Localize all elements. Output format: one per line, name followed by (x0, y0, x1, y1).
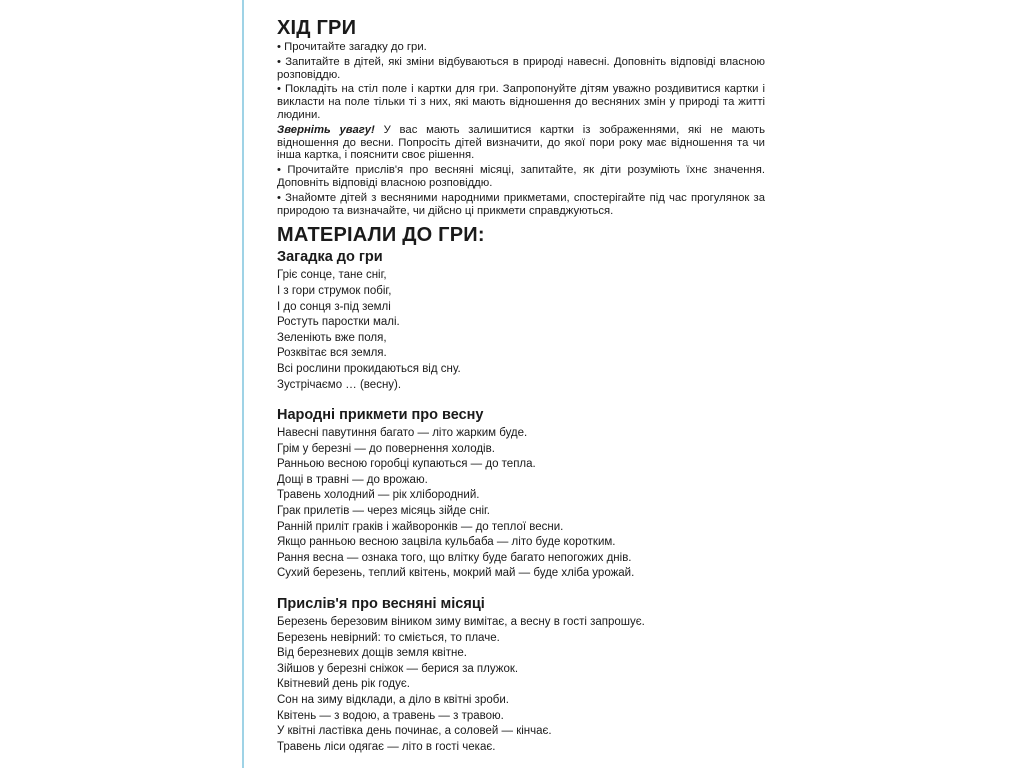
materials-title: МАТЕРІАЛИ ДО ГРИ: (277, 224, 485, 247)
folk-sign-line: Грім у березні — до повернення холодів. (277, 442, 495, 455)
riddle-line: Всі рослини прокидаються від сну. (277, 362, 461, 375)
proverb-line: У квітні ластівка день починає, а соловей — кінчає. (277, 725, 552, 738)
proverb-line: Квітневий день рік годує. (277, 678, 410, 691)
attention-note (277, 124, 765, 162)
folk-sign-line: Травень холодний — рік хлібородний. (277, 489, 480, 502)
instruction-bullet-3: • Покладіть на стіл поле і картки для гри. Запропонуйте дітям уважно роздивитися картки і викласти на поле тільки ті з них, які мають відношення до весняних змін у природі та житті людини. (277, 83, 765, 121)
folk-sign-line: Дощі в травні — до врожаю. (277, 473, 428, 486)
riddle-line: Розквітає вся земля. (277, 347, 387, 360)
instruction-bullet-2: • Запитайте в дітей, які зміни відбуваються в природі навесні. Доповніть відповіді власною розповіддю. (277, 55, 765, 81)
folk-sign-line: Грак прилетів — через місяць зійде сніг. (277, 505, 490, 518)
game-process-title: ХІД ГРИ (277, 17, 357, 39)
riddle-lines (277, 268, 765, 393)
riddle-line: Гріє сонце, тане сніг, (277, 269, 387, 282)
document-content (277, 16, 765, 755)
proverb-line: Зійшов у березні сніжок — берися за плужок. (277, 662, 519, 675)
riddle-line: І з гори струмок побіг, (277, 284, 392, 297)
instruction-bullet-1: • Прочитайте загадку до гри. (277, 41, 427, 53)
instruction-bullet-5: • Знайомте дітей з весняними народними прикметами, спостерігайте під час прогулянок за природою та визначайте, чи дійсно ці прикмети справджуються. (277, 191, 765, 217)
proverb-line: Березень невірний: то сміється, то плаче. (277, 631, 500, 644)
folk-signs-lines (277, 426, 765, 582)
riddle-line: Зустрічаємо … (весну). (277, 378, 402, 391)
riddle-title: Загадка до гри (277, 249, 383, 266)
folk-sign-line: Ранній приліт граків і жайворонків — до теплої весни. (277, 520, 564, 533)
proverb-line: Квітень — з водою, а травень — з травою. (277, 709, 504, 722)
proverb-line: Березень березовим віником зиму вимітає, а весну в гості запрошує. (277, 616, 645, 629)
proverb-line: Травень ліси одягає — літо в гості чекає. (277, 740, 496, 753)
folk-sign-line: Ранньою весною горобці купаються — до тепла. (277, 458, 536, 471)
attention-note-emphasis: Зверніть увагу! (277, 123, 375, 136)
proverbs-lines (277, 615, 765, 755)
riddle-line: Ростуть паростки малі. (277, 316, 400, 329)
folk-sign-line: Якщо ранньою весною зацвіла кульбаба — літо буде коротким. (277, 536, 616, 549)
folk-signs-title: Народні прикмети про весну (277, 407, 484, 424)
attention-note-text: У вас мають залишитися картки із зображеннями, які не мають відношення до весни. Попросіть дітей визначити, до якої пори року має відношення та чи інша картка, і пояснити своє рішення. (277, 123, 765, 162)
page-margin-line (242, 0, 244, 768)
folk-sign-line: Сухий березень, теплий квітень, мокрий май — буде хліба урожай. (277, 567, 635, 580)
riddle-line: І до сонця з-під землі (277, 300, 391, 313)
proverb-line: Від березневих дощів земля квітне. (277, 647, 467, 660)
folk-sign-line: Навесні павутиння багато — літо жарким буде. (277, 427, 528, 440)
riddle-line: Зеленіють вже поля, (277, 331, 387, 344)
proverbs-title: Прислів'я про весняні місяці (277, 596, 485, 613)
instruction-bullet-4: • Прочитайте прислів'я про весняні місяці, запитайте, як діти розуміють їхнє значення. Доповніть відповіді власною розповіддю. (277, 164, 765, 189)
proverb-line: Сон на зиму відклади, а діло в квітні зроби. (277, 694, 509, 707)
folk-sign-line: Рання весна — ознака того, що влітку буде багато непогожих днів. (277, 551, 632, 564)
